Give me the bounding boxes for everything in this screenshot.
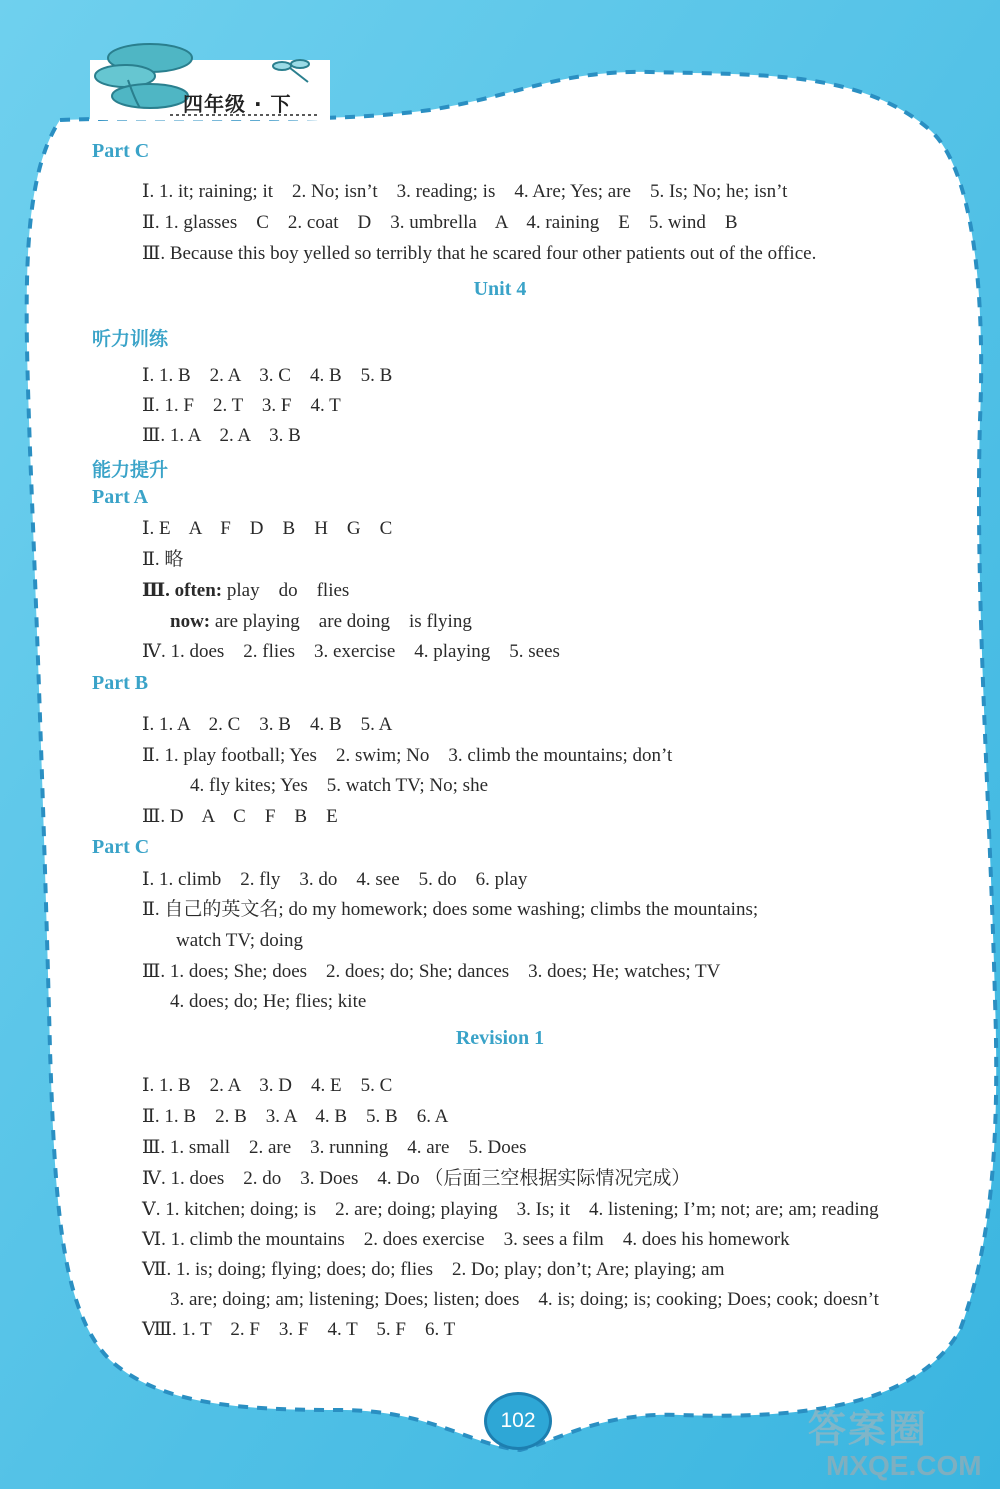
section-heading: 能力提升 [92, 459, 169, 481]
answer-line: Ⅰ. 1. B 2. A 3. D 4. E 5. C [142, 1075, 393, 1096]
answer-line: Ⅳ. 1. does 2. do 3. Does 4. Do （后面三空根据实际情况完成） [142, 1168, 691, 1189]
answer-line: Ⅱ. 自己的英文名; do my homework; does some washing; climbs the mountains; [142, 899, 759, 920]
part-heading: Part C [92, 836, 150, 858]
answer-line: Ⅶ. 1. is; doing; flying; does; do; flies 2. Do; play; don’t; Are; playing; am [142, 1259, 725, 1280]
answer-line: Ⅱ. 1. play football; Yes 2. swim; No 3. climb the mountains; don’t [142, 745, 673, 766]
part-heading: Part A [92, 486, 149, 508]
answer-line: 4. does; do; He; flies; kite [170, 991, 367, 1012]
answer-line: Ⅱ. 略 [142, 549, 184, 570]
answer-line: Ⅰ. 1. it; raining; it 2. No; isn’t 3. reading; is 4. Are; Yes; are 5. Is; No; he; isn’t [142, 181, 788, 202]
answer-label: now: [170, 611, 211, 632]
answer-line [170, 610, 472, 634]
answer-label: Ⅲ. often: [142, 580, 223, 601]
answer-line: Ⅰ. 1. climb 2. fly 3. do 4. see 5. do 6. play [142, 869, 528, 890]
answer-line [142, 579, 349, 603]
answer-text: play do flies [222, 580, 350, 601]
answer-line: Ⅰ. 1. B 2. A 3. C 4. B 5. B [142, 365, 393, 386]
answer-line: Ⅵ. 1. climb the mountains 2. does exercise 3. sees a film 4. does his homework [142, 1229, 790, 1250]
answer-line: Ⅰ. E A F D B H G C [142, 518, 393, 539]
unit-heading: Revision 1 [455, 1027, 545, 1049]
answer-line: Ⅲ. 1. small 2. are 3. running 4. are 5. Does [142, 1137, 527, 1158]
answer-line: 3. are; doing; am; listening; Does; listen; does 4. is; doing; is; cooking; Does; cook; doesn’t [170, 1289, 879, 1310]
unit-heading: Unit 4 [473, 278, 527, 300]
answer-line: Ⅲ. Because this boy yelled so terribly that he scared four other patients out of the office. [142, 243, 817, 264]
answer-line: Ⅷ. 1. T 2. F 3. F 4. T 5. F 6. T [142, 1319, 456, 1340]
answer-line: Ⅲ. 1. does; She; does 2. does; do; She; dances 3. does; He; watches; TV [142, 961, 721, 982]
answer-line: watch TV; doing [176, 930, 303, 951]
answer-line: Ⅱ. 1. F 2. T 3. F 4. T [142, 395, 341, 416]
answer-line: Ⅴ. 1. kitchen; doing; is 2. are; doing; playing 3. Is; it 4. listening; I’m; not; are; am; reading [142, 1199, 879, 1220]
part-heading: Part C [92, 140, 150, 162]
watermark-url: MXQE.COM [826, 1450, 982, 1481]
part-heading: Part B [92, 672, 149, 694]
section-heading: 听力训练 [92, 328, 169, 350]
answer-line: Ⅲ. D A C F B E [142, 806, 338, 827]
answer-line: 4. fly kites; Yes 5. watch TV; No; she [190, 775, 489, 796]
watermark-logo: 答案圈 [808, 1407, 929, 1451]
answer-line: Ⅲ. 1. A 2. A 3. B [142, 425, 301, 446]
header-title: 四年级 · 下 [183, 92, 292, 116]
answer-line: Ⅰ. 1. A 2. C 3. B 4. B 5. A [142, 714, 393, 735]
answer-line: Ⅱ. 1. glasses C 2. coat D 3. umbrella A 4. raining E 5. wind B [142, 212, 738, 233]
answer-text: are playing are doing is flying [210, 611, 472, 632]
answer-line: Ⅳ. 1. does 2. flies 3. exercise 4. playing 5. sees [142, 641, 560, 662]
answer-line: Ⅱ. 1. B 2. B 3. A 4. B 5. B 6. A [142, 1106, 449, 1127]
page-number: 102 [484, 1392, 552, 1450]
